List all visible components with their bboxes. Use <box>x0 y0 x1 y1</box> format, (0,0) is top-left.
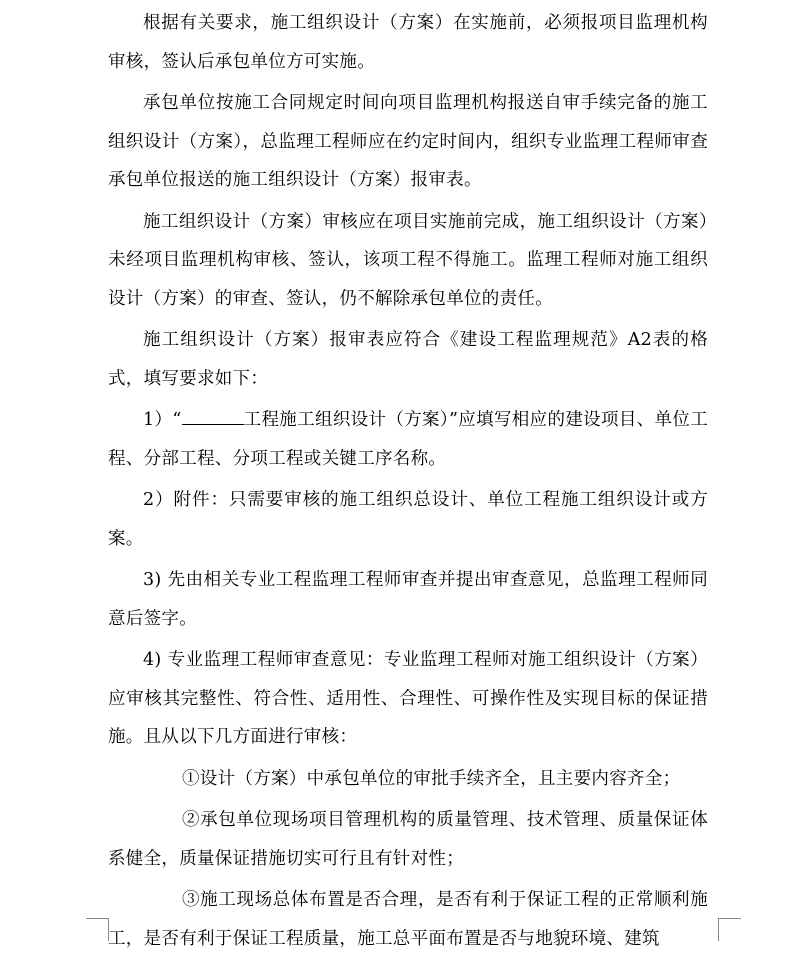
list-item-1 <box>108 401 708 478</box>
list-item-4: 4) 专业监理工程师审查意见：专业监理工程师对施工组织设计（方案）应审核其完整性、符合性、适用性、合理性、可操作性及实现目标的保证措施。且从以下几方面进行审核： <box>108 650 708 747</box>
list-item-2: 2）附件：只需要审核的施工组织总设计、单位工程施工组织设计或方案。 <box>108 490 708 549</box>
fill-in-blank <box>182 408 244 425</box>
paragraph-approval-requirement: 根据有关要求，施工组织设计（方案）在实施前，必须报项目监理机构审核，签认后承包单位方可实施。 <box>108 13 708 72</box>
margin-corner-mark-left <box>86 918 109 941</box>
list-item-1-text: 工程施工组织设计（方案）”应填写相应的建设项目、单位工程、分部工程、分项工程或关键工序名称。 <box>108 410 709 469</box>
paragraph-form-format: 施工组织设计（方案）报审表应符合《建设工程监理规范》A2表的格式，填写要求如下： <box>108 330 708 389</box>
list-item-1-prefix: 1）“ <box>143 410 182 430</box>
paragraph-submission-process: 承包单位按施工合同规定时间向项目监理机构报送自审手续完备的施工组织设计（方案），总监理工程师应在约定时间内，组织专业监理工程师审查承包单位报送的施工组织设计（方案）报审表。 <box>108 93 708 190</box>
paragraph-review-timing: 施工组织设计（方案）审核应在项目实施前完成，施工组织设计（方案）未经项目监理机构审核、签认，该项工程不得施工。监理工程师对施工组织设计（方案）的审查、签认，仍不解除承包单位的责任。 <box>108 211 708 309</box>
document-body <box>108 4 708 961</box>
margin-corner-mark-right <box>718 918 741 941</box>
sub-item-3: ③施工现场总体布置是否合理，是否有利于保证工程的正常顺利施工，是否有利于保证工程质量，施工总平面布置是否与地貌环境、建筑 <box>108 890 708 949</box>
list-item-3: 3) 先由相关专业工程监理工程师审查并提出审查意见，总监理工程师同意后签字。 <box>108 570 708 629</box>
sub-item-2: ②承包单位现场项目管理机构的质量管理、技术管理、质量保证体系健全，质量保证措施切实可行且有针对性； <box>108 810 708 869</box>
sub-item-1: ①设计（方案）中承包单位的审批手续齐全，且主要内容齐全； <box>182 768 681 789</box>
